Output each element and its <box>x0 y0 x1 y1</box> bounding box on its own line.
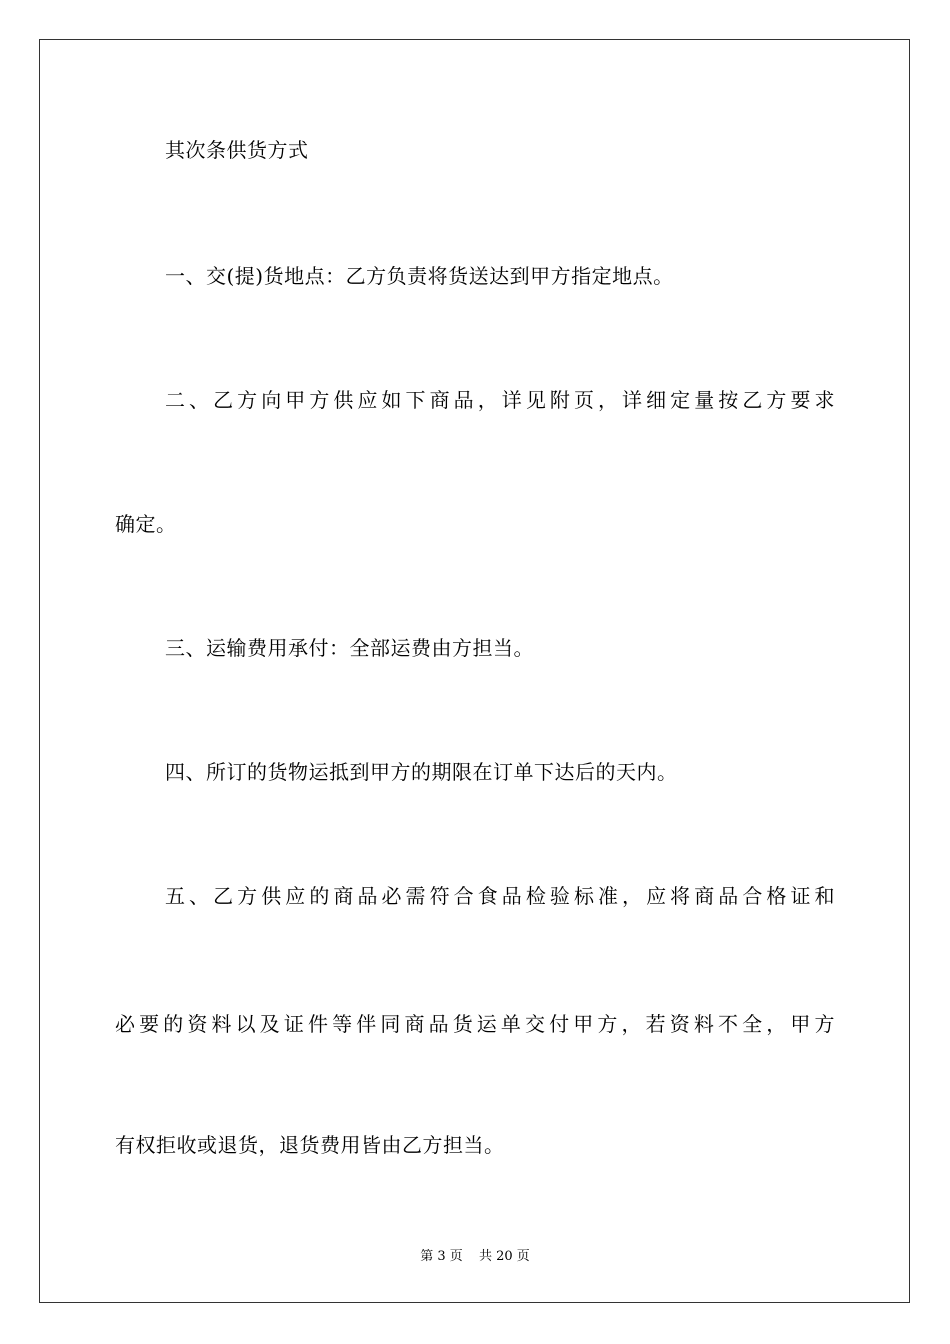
paragraph-line: 三、运输费用承付：全部运费由方担当。 <box>165 636 534 660</box>
paragraph-line: 五、乙方供应的商品必需符合食品检验标准，应将商品合格证和 <box>165 884 835 908</box>
page-footer <box>0 1248 950 1266</box>
paragraph-line: 一、交(提)货地点：乙方负责将货送达到甲方指定地点。 <box>165 264 674 288</box>
page-border <box>39 39 910 1303</box>
paragraph-line: 四、所订的货物运抵到甲方的期限在订单下达后的天内。 <box>165 760 678 784</box>
paragraph-line: 有权拒收或退货，退货费用皆由乙方担当。 <box>115 1133 505 1157</box>
paragraph-line: 二、乙方向甲方供应如下商品，详见附页，详细定量按乙方要求 <box>165 388 835 412</box>
section-heading: 其次条供货方式 <box>165 138 309 162</box>
page-number: 第 3 页 <box>420 1249 463 1264</box>
page-total: 共 20 页 <box>478 1249 530 1264</box>
paragraph-line: 确定。 <box>115 512 177 536</box>
paragraph-line: 必要的资料以及证件等伴同商品货运单交付甲方，若资料不全，甲方 <box>115 1012 835 1036</box>
